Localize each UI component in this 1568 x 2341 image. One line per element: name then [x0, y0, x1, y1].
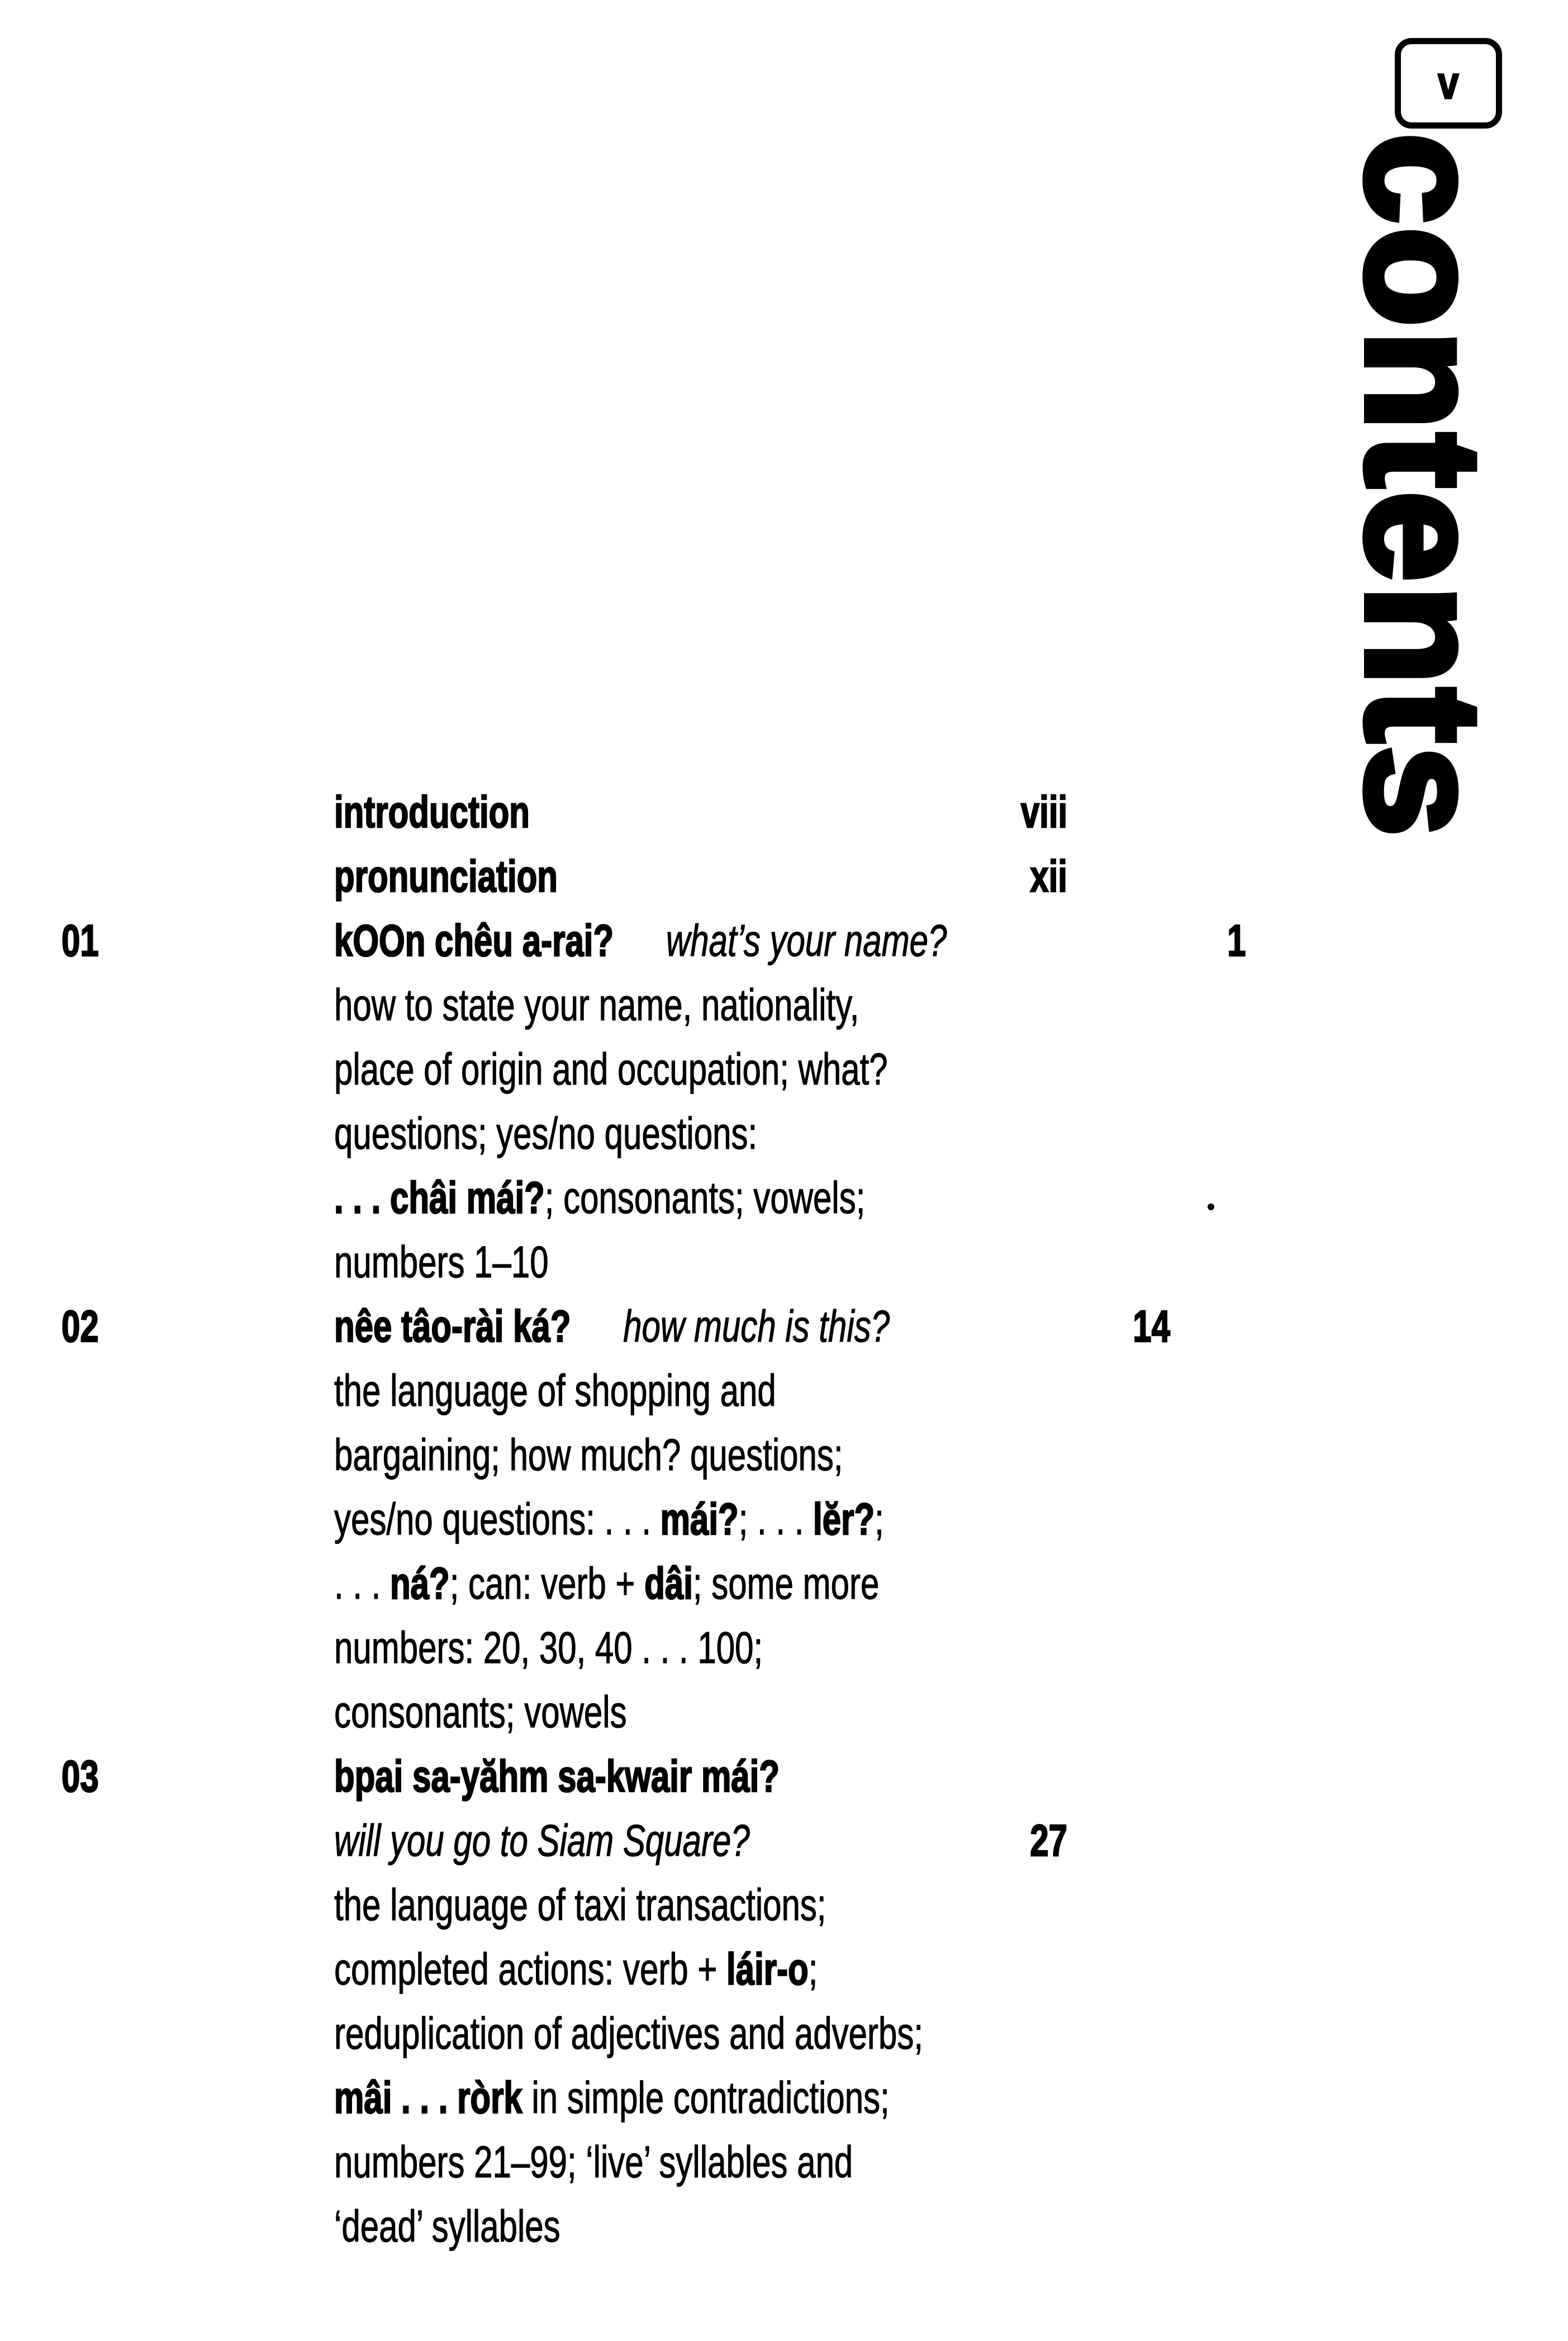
toc-translation: what’s your name? [666, 915, 947, 965]
toc-translation: will you go to Siam Square? [334, 1815, 750, 1865]
toc-row [61, 844, 1067, 908]
toc-description: place of origin and occupation; what? [334, 1044, 888, 1094]
toc-unit-number [61, 1558, 334, 1609]
toc-page-number [979, 1944, 1074, 1995]
toc-unit-number [61, 1365, 334, 1416]
toc-entry-text-inner [334, 1879, 826, 1931]
toc-entry-text-inner [334, 1944, 818, 1995]
toc-description: yes/no questions: . . . [334, 1494, 661, 1544]
toc-row [61, 1680, 1067, 1744]
toc-row [61, 1551, 1067, 1615]
stray-ink-dot [1208, 1203, 1214, 1210]
toc-row [61, 1101, 1067, 1165]
toc-entry-text-inner [334, 1044, 888, 1095]
toc-entry-text-inner [334, 1494, 884, 1545]
toc-translation: how much is this? [623, 1301, 890, 1351]
toc-description: ; consonants; vowels; [544, 1172, 866, 1222]
toc-row [61, 1165, 1067, 1230]
toc-row [61, 1937, 1067, 2001]
toc-unit-number [61, 1494, 334, 1545]
toc-description: bargaining; how much? questions; [334, 1429, 843, 1480]
toc-row [61, 2065, 1067, 2130]
toc-unit-number [61, 2201, 334, 2252]
toc-thai-phrase: lĕr? [813, 1494, 875, 1544]
toc-entry-text-inner [334, 1236, 549, 1288]
toc-entry-text-inner [334, 786, 530, 838]
toc-unit-number [61, 1236, 334, 1288]
toc-entry-text [334, 2136, 1026, 2188]
toc-unit-number [61, 979, 334, 1031]
toc-unit-number [61, 1172, 334, 1224]
toc-thai-phrase: kOOn chêu a-rai? [334, 915, 614, 965]
toc-entry-text-inner [334, 1365, 776, 1416]
toc-page-number [972, 1236, 1067, 1288]
toc-unit-number [61, 1301, 334, 1352]
toc-entry-text-inner [334, 1301, 890, 1352]
toc-entry-text [334, 1236, 972, 1288]
toc-row [61, 1230, 1067, 1294]
toc-unit-number-label: 02 [61, 1301, 99, 1351]
toc-description: numbers 21–99; ‘live’ syllables and [334, 2136, 853, 2187]
toc-description: numbers 1–10 [334, 1236, 549, 1287]
toc-row [61, 1037, 1067, 1101]
toc-entry-text [334, 1301, 1075, 1352]
toc-unit-number [61, 1815, 334, 1866]
toc-entry-text [334, 1172, 1042, 1224]
toc-entry-text-inner [334, 2201, 560, 2252]
toc-row [61, 1423, 1067, 1487]
toc-page-number [1072, 1044, 1167, 1095]
toc-unit-number [61, 1944, 334, 1995]
toc-description: ; [808, 1944, 818, 1994]
toc-row [61, 973, 1067, 1037]
toc-entry-text-inner [334, 1429, 843, 1481]
toc-page-number-label: xii [1030, 851, 1067, 901]
toc-entry-text-inner [334, 851, 558, 902]
toc-unit-number [61, 1044, 334, 1095]
toc-page-number [972, 2201, 1067, 2252]
toc-entry-text [334, 1815, 972, 1866]
page-number-label: v [1438, 58, 1459, 108]
toc-description: ; some more [692, 1558, 880, 1608]
toc-entry-text [334, 2072, 1075, 2124]
toc-page-number [1034, 979, 1129, 1031]
toc-entry-text-inner [334, 2136, 853, 2188]
toc-entry-text-inner [334, 979, 859, 1031]
toc-unit-number [61, 1108, 334, 1159]
toc-entry-text-inner [334, 1108, 757, 1159]
toc-entry-text [334, 1944, 979, 1995]
toc-thai-phrase: dâi [644, 1558, 693, 1608]
toc-thai-phrase: introduction [334, 786, 530, 837]
toc-description: ; [875, 1494, 884, 1544]
toc-page-number-label: 1 [1227, 915, 1246, 965]
toc-page-number [972, 851, 1067, 902]
toc-unit-number [61, 2008, 334, 2059]
toc-entry-text [334, 1365, 972, 1416]
toc-page-number [972, 1686, 1067, 1738]
toc-page-number [1151, 915, 1246, 966]
toc-page-number [972, 1365, 1067, 1416]
toc-thai-phrase: . . . châi mái? [334, 1172, 545, 1222]
toc-description: numbers: 20, 30, 40 . . . 100; [334, 1622, 763, 1672]
toc-description: in simple contradictions; [522, 2072, 890, 2122]
toc-row [61, 1615, 1067, 1680]
toc-entry-text [334, 915, 1151, 966]
toc-entry-text [334, 1686, 972, 1738]
toc-description: completed actions: verb + [334, 1944, 727, 1994]
toc-page-number [1042, 1172, 1137, 1224]
toc-entry-text [334, 1429, 1013, 1481]
toc-page-number [972, 1751, 1067, 1802]
toc-row [61, 1873, 1067, 1937]
toc-thai-phrase: mái? [660, 1494, 739, 1544]
toc-page-number [1026, 2136, 1121, 2188]
toc-description: consonants; vowels [334, 1686, 627, 1737]
toc-unit-number [61, 1622, 334, 1674]
page-number-box [1395, 38, 1502, 129]
toc-entry-text [334, 1751, 972, 1802]
toc-thai-phrase: ná? [390, 1558, 450, 1608]
toc-page-number-label: 27 [1030, 1815, 1067, 1865]
toc-row [61, 2001, 1067, 2065]
toc-row [61, 780, 1067, 844]
toc-entry-text-inner [334, 2072, 890, 2124]
toc-unit-number [61, 915, 334, 966]
toc-entry-text [334, 1044, 1072, 1095]
toc-unit-number [61, 1686, 334, 1738]
toc-entry-text [334, 851, 972, 902]
toc-description: reduplication of adjectives and adverbs; [334, 2008, 923, 2058]
toc-thai-phrase: nêe tâo-rài ká? [334, 1301, 571, 1351]
toc-page-number [1075, 1301, 1170, 1352]
toc-thai-phrase: bpai sa-yăhm sa-kwair mái? [334, 1751, 780, 1801]
toc-page-number [1061, 1558, 1156, 1609]
toc-thai-phrase: pronunciation [334, 851, 558, 901]
toc-unit-number [61, 1429, 334, 1481]
toc-entry-text-inner [334, 2008, 923, 2059]
toc-entry-text [334, 1558, 1061, 1609]
toc-entry-text [334, 2008, 1119, 2059]
toc-page-number [972, 1622, 1067, 1674]
toc-entry-text [334, 1622, 972, 1674]
toc-page-number-label: 14 [1132, 1301, 1170, 1351]
toc-page-number [1013, 1429, 1108, 1481]
toc-description: ; . . . [738, 1494, 814, 1544]
toc-entry-text [334, 1879, 990, 1931]
toc-unit-number [61, 2136, 334, 2188]
toc-unit-number-label: 03 [61, 1751, 99, 1801]
toc-description: the language of shopping and [334, 1365, 776, 1415]
toc-entry-text-inner [334, 1172, 865, 1224]
toc-unit-number [61, 851, 334, 902]
vertical-contents-title: contents [1333, 133, 1515, 840]
toc-unit-number [61, 1751, 334, 1802]
toc-entry-text-inner [334, 915, 947, 966]
toc-entry-text-inner [334, 1622, 763, 1674]
toc-entry-text-inner [334, 1686, 627, 1738]
toc-thai-phrase: mâi . . . ròrk [334, 2072, 522, 2122]
toc-page-number-label: viii [1020, 786, 1067, 837]
toc-row [61, 1294, 1170, 1358]
toc-description: the language of taxi transactions; [334, 1879, 826, 1930]
toc-page-number [990, 1879, 1085, 1931]
toc-unit-number [61, 786, 334, 838]
toc-entry-text [334, 1108, 972, 1159]
toc-unit-number [61, 1879, 334, 1931]
toc-description: . . . [334, 1558, 391, 1608]
toc-description: how to state your name, nationality, [334, 979, 859, 1030]
toc-description: ; can: verb + [449, 1558, 645, 1608]
toc-row [61, 1487, 1067, 1551]
toc-row [61, 1808, 1067, 1873]
toc-row [61, 1744, 1067, 1808]
toc-unit-number-label: 01 [61, 915, 99, 965]
table-of-contents [61, 780, 1246, 2258]
toc-page-number [972, 1108, 1067, 1159]
toc-page-number [1075, 2072, 1170, 2124]
toc-thai-phrase: láir-o [726, 1944, 809, 1994]
toc-row [61, 1358, 1067, 1423]
toc-entry-text [334, 2201, 972, 2252]
toc-entry-text-inner [334, 1558, 879, 1609]
toc-entry-text [334, 979, 1034, 1031]
toc-row [61, 2194, 1067, 2258]
toc-entry-text-inner [334, 1815, 750, 1866]
toc-entry-text [334, 786, 972, 838]
toc-page-number [1119, 2008, 1214, 2059]
toc-entry-text-inner [334, 1751, 780, 1802]
toc-page-number [972, 1815, 1067, 1866]
toc-description: ‘dead’ syllables [334, 2201, 560, 2251]
toc-page-number [972, 786, 1067, 838]
toc-unit-number [61, 2072, 334, 2124]
toc-description: questions; yes/no questions: [334, 1108, 758, 1158]
toc-page-number [1067, 1494, 1162, 1545]
toc-row [61, 908, 1246, 973]
toc-row [61, 2130, 1067, 2194]
toc-entry-text [334, 1494, 1067, 1545]
